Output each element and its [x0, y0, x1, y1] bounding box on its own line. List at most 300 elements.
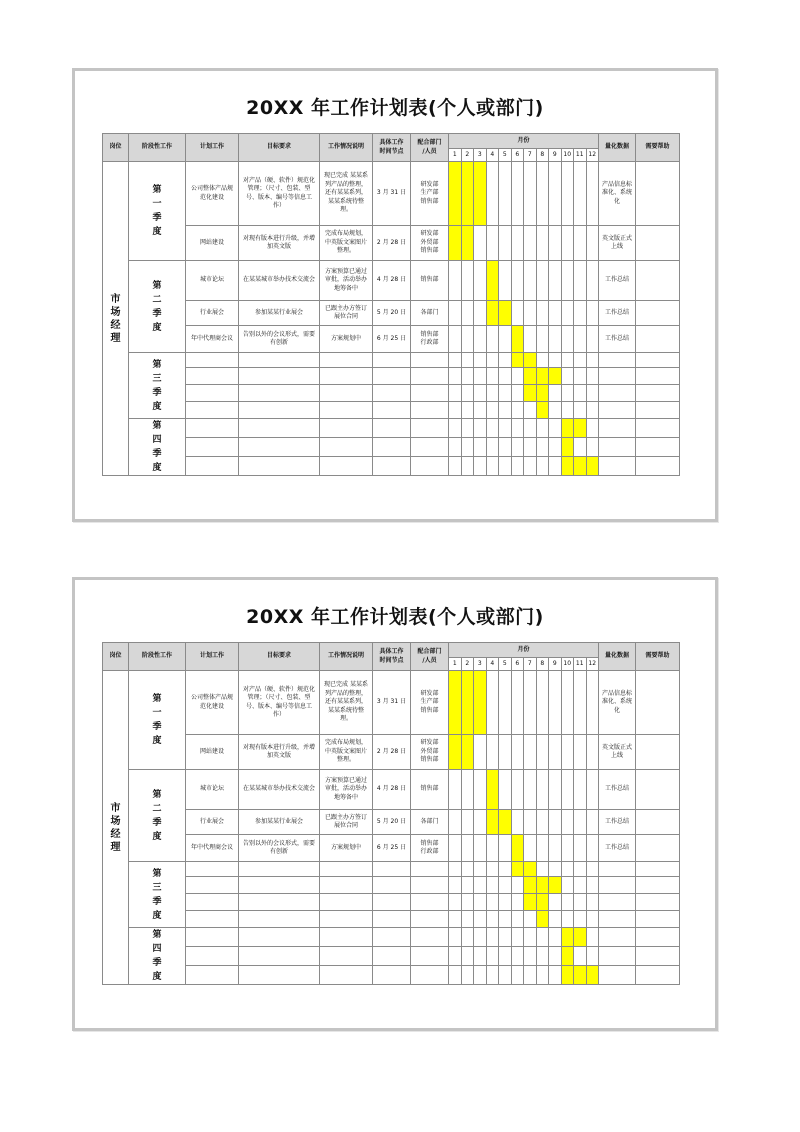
gantt-empty-cell: [461, 810, 474, 835]
gantt-empty-cell: [461, 438, 474, 457]
gantt-empty-cell: [486, 162, 499, 226]
season-cell: [129, 671, 186, 770]
gantt-empty-cell: [461, 911, 474, 928]
plan-cell: [186, 911, 239, 928]
plan-cell: [186, 966, 239, 985]
quant-cell: [599, 162, 636, 226]
time-node-cell: [373, 671, 411, 735]
time-node-cell-text: 4 月 28 日: [376, 785, 407, 793]
gantt-empty-cell: [474, 911, 487, 928]
gantt-empty-cell: [499, 671, 512, 735]
gantt-empty-cell: [499, 385, 512, 402]
quant-cell: [599, 735, 636, 770]
gantt-empty-cell: [474, 770, 487, 810]
header-post: [103, 134, 129, 162]
quant-cell-text: 工作总结: [604, 276, 629, 284]
month-number: 10: [561, 149, 574, 162]
gantt-empty-cell: [574, 877, 587, 894]
month-number: 6: [511, 149, 524, 162]
help-cell: [636, 226, 680, 261]
gantt-empty-cell: [499, 835, 512, 862]
gantt-empty-cell: [549, 226, 562, 261]
page-title: 20XX 年工作计划表(个人或部门): [246, 606, 544, 628]
gantt-empty-cell: [449, 438, 462, 457]
plan-sheet-1: [72, 68, 718, 522]
gantt-empty-cell: [586, 862, 599, 877]
dept-cell: [411, 877, 449, 894]
gantt-empty-cell: [499, 457, 512, 476]
table-row: [103, 162, 680, 226]
gantt-bar-cell: [536, 877, 549, 894]
gantt-empty-cell: [486, 353, 499, 368]
gantt-empty-cell: [524, 911, 537, 928]
quant-cell: [599, 835, 636, 862]
gantt-empty-cell: [574, 162, 587, 226]
quant-cell: [599, 966, 636, 985]
gantt-empty-cell: [536, 353, 549, 368]
header-status-text: 工作情况说明: [327, 652, 364, 660]
help-cell: [636, 385, 680, 402]
gantt-empty-cell: [461, 862, 474, 877]
gantt-empty-cell: [449, 911, 462, 928]
gantt-empty-cell: [586, 385, 599, 402]
target-cell: [239, 671, 320, 735]
target-cell-text: 告别以外的会议形式，需要有创新: [242, 839, 315, 855]
gantt-empty-cell: [574, 353, 587, 368]
header-row: [103, 643, 680, 658]
gantt-empty-cell: [511, 947, 524, 966]
gantt-empty-cell: [511, 162, 524, 226]
help-cell: [636, 419, 680, 438]
role-label: 市场经理: [110, 802, 121, 853]
gantt-empty-cell: [561, 862, 574, 877]
gantt-empty-cell: [449, 301, 462, 326]
gantt-empty-cell: [549, 911, 562, 928]
dept-cell: [411, 966, 449, 985]
gantt-empty-cell: [449, 947, 462, 966]
header-month-text: 月份: [517, 136, 530, 144]
season-cell: [129, 862, 186, 928]
status-cell: [320, 226, 373, 261]
target-cell: [239, 966, 320, 985]
time-node-cell-text: 5 月 20 日: [376, 308, 407, 316]
gantt-empty-cell: [474, 419, 487, 438]
gantt-empty-cell: [499, 402, 512, 419]
gantt-empty-cell: [474, 928, 487, 947]
gantt-empty-cell: [511, 671, 524, 735]
gantt-empty-cell: [511, 894, 524, 911]
gantt-bar-cell: [474, 162, 487, 226]
gantt-empty-cell: [549, 735, 562, 770]
gantt-empty-cell: [549, 810, 562, 835]
quant-cell: [599, 353, 636, 368]
quant-cell-text: 产品信息标准化、系统化: [602, 689, 633, 714]
gantt-empty-cell: [524, 770, 537, 810]
gantt-empty-cell: [449, 457, 462, 476]
table-row: [103, 947, 680, 966]
table-row: [103, 877, 680, 894]
target-cell: [239, 835, 320, 862]
gantt-empty-cell: [449, 770, 462, 810]
status-cell-text: 完成布局规划，中英版文案图片整理。: [324, 739, 367, 764]
gantt-empty-cell: [549, 835, 562, 862]
gantt-empty-cell: [536, 735, 549, 770]
plan-cell: [186, 877, 239, 894]
time-node-cell: [373, 419, 411, 438]
status-cell-text: 方案预算已通过审批，活动举办地筹备中: [324, 776, 367, 801]
season-cell: [129, 419, 186, 476]
gantt-empty-cell: [474, 438, 487, 457]
plan-cell: [186, 368, 239, 385]
gantt-empty-cell: [549, 947, 562, 966]
month-number: 7: [524, 658, 537, 671]
month-number: 8: [536, 149, 549, 162]
status-cell: [320, 894, 373, 911]
time-node-cell-text: 2 月 28 日: [376, 238, 407, 246]
gantt-bar-cell: [499, 810, 512, 835]
target-cell-text: 在某某城市举办技术交流会: [242, 785, 315, 793]
plan-cell: [186, 671, 239, 735]
role-cell: [103, 671, 129, 985]
quant-cell: [599, 261, 636, 301]
help-cell: [636, 770, 680, 810]
table-row: [103, 368, 680, 385]
status-cell-text: 已跟主办方签订展位合同: [324, 304, 367, 320]
header-dept-l2: /人员: [422, 147, 437, 155]
gantt-empty-cell: [474, 368, 487, 385]
table-row: [103, 966, 680, 985]
gantt-bar-cell: [461, 226, 474, 261]
target-cell: [239, 162, 320, 226]
gantt-empty-cell: [486, 894, 499, 911]
gantt-bar-cell: [461, 162, 474, 226]
gantt-empty-cell: [574, 402, 587, 419]
gantt-bar-cell: [536, 894, 549, 911]
dept-cell: [411, 671, 449, 735]
gantt-empty-cell: [561, 261, 574, 301]
help-cell: [636, 162, 680, 226]
gantt-empty-cell: [586, 368, 599, 385]
help-cell: [636, 835, 680, 862]
help-cell: [636, 402, 680, 419]
gantt-empty-cell: [586, 671, 599, 735]
gantt-empty-cell: [586, 326, 599, 353]
time-node-cell: [373, 894, 411, 911]
gantt-empty-cell: [461, 353, 474, 368]
gantt-empty-cell: [474, 353, 487, 368]
gantt-empty-cell: [461, 419, 474, 438]
gantt-empty-cell: [586, 162, 599, 226]
gantt-empty-cell: [461, 457, 474, 476]
plan-cell-text: 网站建设: [199, 238, 224, 246]
target-cell: [239, 894, 320, 911]
gantt-bar-cell: [486, 770, 499, 810]
gantt-empty-cell: [524, 301, 537, 326]
gantt-empty-cell: [474, 385, 487, 402]
time-node-cell: [373, 301, 411, 326]
dept-cell: [411, 810, 449, 835]
month-number: 4: [486, 149, 499, 162]
dept-cell: [411, 770, 449, 810]
dept-cell-text: 研发部 外贸部 销售部: [420, 230, 439, 255]
gantt-bar-cell: [449, 162, 462, 226]
status-cell-text: 完成布局规划，中英版文案图片整理。: [324, 230, 367, 255]
gantt-empty-cell: [461, 301, 474, 326]
gantt-empty-cell: [499, 966, 512, 985]
gantt-empty-cell: [561, 911, 574, 928]
status-cell: [320, 261, 373, 301]
gantt-empty-cell: [574, 368, 587, 385]
help-cell: [636, 326, 680, 353]
gantt-empty-cell: [586, 353, 599, 368]
gantt-empty-cell: [499, 947, 512, 966]
gantt-empty-cell: [461, 368, 474, 385]
target-cell: [239, 947, 320, 966]
time-node-cell: [373, 438, 411, 457]
gantt-empty-cell: [586, 419, 599, 438]
dept-cell: [411, 162, 449, 226]
gantt-empty-cell: [549, 419, 562, 438]
plan-cell: [186, 810, 239, 835]
target-cell: [239, 911, 320, 928]
gantt-empty-cell: [511, 226, 524, 261]
table-row: [103, 928, 680, 947]
table-row: [103, 402, 680, 419]
table-row: [103, 438, 680, 457]
month-number: 11: [574, 658, 587, 671]
gantt-empty-cell: [561, 226, 574, 261]
gantt-empty-cell: [486, 862, 499, 877]
header-quant: [599, 134, 636, 162]
table-row: [103, 301, 680, 326]
time-node-cell-text: 2 月 28 日: [376, 747, 407, 755]
month-number: 9: [549, 658, 562, 671]
table-row: [103, 835, 680, 862]
month-number: 6: [511, 658, 524, 671]
gantt-empty-cell: [449, 966, 462, 985]
header-time-node-l2: 时间节点: [379, 147, 404, 155]
header-stage: [129, 643, 186, 671]
gantt-empty-cell: [511, 928, 524, 947]
month-number: 2: [461, 658, 474, 671]
status-cell: [320, 162, 373, 226]
status-cell: [320, 770, 373, 810]
status-cell: [320, 877, 373, 894]
role-cell: [103, 162, 129, 476]
quant-cell: [599, 326, 636, 353]
month-number: 10: [561, 658, 574, 671]
plan-cell: [186, 402, 239, 419]
gantt-empty-cell: [586, 301, 599, 326]
target-cell: [239, 735, 320, 770]
target-cell-text: 参加某某行业展会: [254, 817, 303, 825]
gantt-empty-cell: [549, 385, 562, 402]
gantt-bar-cell: [474, 671, 487, 735]
gantt-empty-cell: [586, 928, 599, 947]
gantt-empty-cell: [449, 261, 462, 301]
gantt-empty-cell: [499, 226, 512, 261]
header-month-text: 月份: [517, 645, 530, 653]
gantt-empty-cell: [524, 162, 537, 226]
gantt-empty-cell: [574, 438, 587, 457]
quant-cell-text: 工作总结: [604, 843, 629, 851]
role-label: 市场经理: [110, 293, 121, 344]
quant-cell: [599, 810, 636, 835]
gantt-empty-cell: [499, 770, 512, 810]
target-cell: [239, 438, 320, 457]
header-time-node-l1: 具体工作: [379, 139, 404, 146]
gantt-empty-cell: [586, 810, 599, 835]
dept-cell: [411, 438, 449, 457]
work-plan-table: [102, 133, 680, 476]
gantt-empty-cell: [524, 419, 537, 438]
status-cell: [320, 457, 373, 476]
gantt-empty-cell: [536, 966, 549, 985]
help-cell: [636, 457, 680, 476]
gantt-bar-cell: [449, 735, 462, 770]
gantt-empty-cell: [574, 862, 587, 877]
gantt-empty-cell: [524, 402, 537, 419]
gantt-empty-cell: [524, 928, 537, 947]
status-cell: [320, 835, 373, 862]
time-node-cell: [373, 162, 411, 226]
gantt-empty-cell: [499, 419, 512, 438]
dept-cell: [411, 947, 449, 966]
gantt-empty-cell: [561, 671, 574, 735]
status-cell: [320, 353, 373, 368]
header-month: [449, 134, 599, 149]
header-month: [449, 643, 599, 658]
gantt-empty-cell: [499, 894, 512, 911]
gantt-empty-cell: [461, 261, 474, 301]
gantt-bar-cell: [511, 835, 524, 862]
gantt-empty-cell: [549, 261, 562, 301]
gantt-bar-cell: [524, 877, 537, 894]
gantt-empty-cell: [486, 966, 499, 985]
gantt-bar-cell: [536, 402, 549, 419]
gantt-empty-cell: [486, 457, 499, 476]
gantt-bar-cell: [486, 810, 499, 835]
help-cell: [636, 735, 680, 770]
gantt-empty-cell: [461, 402, 474, 419]
gantt-empty-cell: [499, 162, 512, 226]
header-status-text: 工作情况说明: [327, 143, 364, 151]
gantt-empty-cell: [524, 261, 537, 301]
quant-cell: [599, 877, 636, 894]
plan-sheet-2: [72, 577, 718, 1031]
header-help: [636, 134, 680, 162]
gantt-bar-cell: [586, 966, 599, 985]
gantt-empty-cell: [474, 735, 487, 770]
header-time-node-l1: 具体工作: [379, 648, 404, 655]
header-time-node: [373, 134, 411, 162]
gantt-empty-cell: [474, 835, 487, 862]
header-plan-text: 计划工作: [199, 652, 224, 660]
header-help-text: 需要帮助: [645, 652, 670, 660]
gantt-bar-cell: [486, 261, 499, 301]
gantt-empty-cell: [586, 911, 599, 928]
time-node-cell: [373, 966, 411, 985]
time-node-cell: [373, 457, 411, 476]
header-status: [320, 134, 373, 162]
gantt-empty-cell: [511, 385, 524, 402]
time-node-cell: [373, 226, 411, 261]
help-cell: [636, 353, 680, 368]
header-time-node: [373, 643, 411, 671]
gantt-empty-cell: [524, 835, 537, 862]
gantt-bar-cell: [524, 894, 537, 911]
gantt-empty-cell: [511, 419, 524, 438]
plan-cell: [186, 353, 239, 368]
header-quant: [599, 643, 636, 671]
header-stage-text: 阶段性工作: [141, 652, 172, 660]
header-help-text: 需要帮助: [645, 143, 670, 151]
gantt-empty-cell: [449, 835, 462, 862]
month-number: 9: [549, 149, 562, 162]
month-number: 12: [586, 149, 599, 162]
season-cell: [129, 770, 186, 862]
help-cell: [636, 877, 680, 894]
help-cell: [636, 368, 680, 385]
gantt-empty-cell: [511, 770, 524, 810]
time-node-cell: [373, 402, 411, 419]
status-cell: [320, 368, 373, 385]
dept-cell: [411, 301, 449, 326]
target-cell: [239, 261, 320, 301]
dept-cell: [411, 862, 449, 877]
time-node-cell-text: 6 月 25 日: [376, 334, 407, 342]
plan-cell: [186, 162, 239, 226]
gantt-empty-cell: [499, 928, 512, 947]
quant-cell: [599, 226, 636, 261]
gantt-empty-cell: [474, 894, 487, 911]
header-post: [103, 643, 129, 671]
dept-cell: [411, 911, 449, 928]
dept-cell: [411, 353, 449, 368]
gantt-empty-cell: [499, 261, 512, 301]
gantt-empty-cell: [499, 353, 512, 368]
dept-cell: [411, 326, 449, 353]
target-cell-text: 对现有版本进行升级，并增加英文版: [242, 743, 315, 759]
gantt-empty-cell: [586, 402, 599, 419]
gantt-empty-cell: [561, 894, 574, 911]
gantt-bar-cell: [561, 966, 574, 985]
time-node-cell: [373, 368, 411, 385]
dept-cell-text: 研发部 生产部 销售部: [420, 689, 439, 714]
time-node-cell: [373, 353, 411, 368]
gantt-empty-cell: [499, 877, 512, 894]
help-cell: [636, 862, 680, 877]
month-number: 3: [474, 149, 487, 162]
help-cell: [636, 928, 680, 947]
gantt-empty-cell: [486, 671, 499, 735]
gantt-empty-cell: [511, 810, 524, 835]
dept-cell: [411, 261, 449, 301]
plan-cell-text: 城市论坛: [199, 276, 224, 284]
gantt-empty-cell: [536, 162, 549, 226]
gantt-empty-cell: [586, 226, 599, 261]
plan-cell: [186, 735, 239, 770]
quant-cell: [599, 862, 636, 877]
status-cell: [320, 911, 373, 928]
help-cell: [636, 671, 680, 735]
gantt-empty-cell: [549, 162, 562, 226]
gantt-empty-cell: [561, 770, 574, 810]
gantt-empty-cell: [449, 368, 462, 385]
gantt-empty-cell: [561, 835, 574, 862]
gantt-empty-cell: [511, 735, 524, 770]
gantt-empty-cell: [524, 326, 537, 353]
